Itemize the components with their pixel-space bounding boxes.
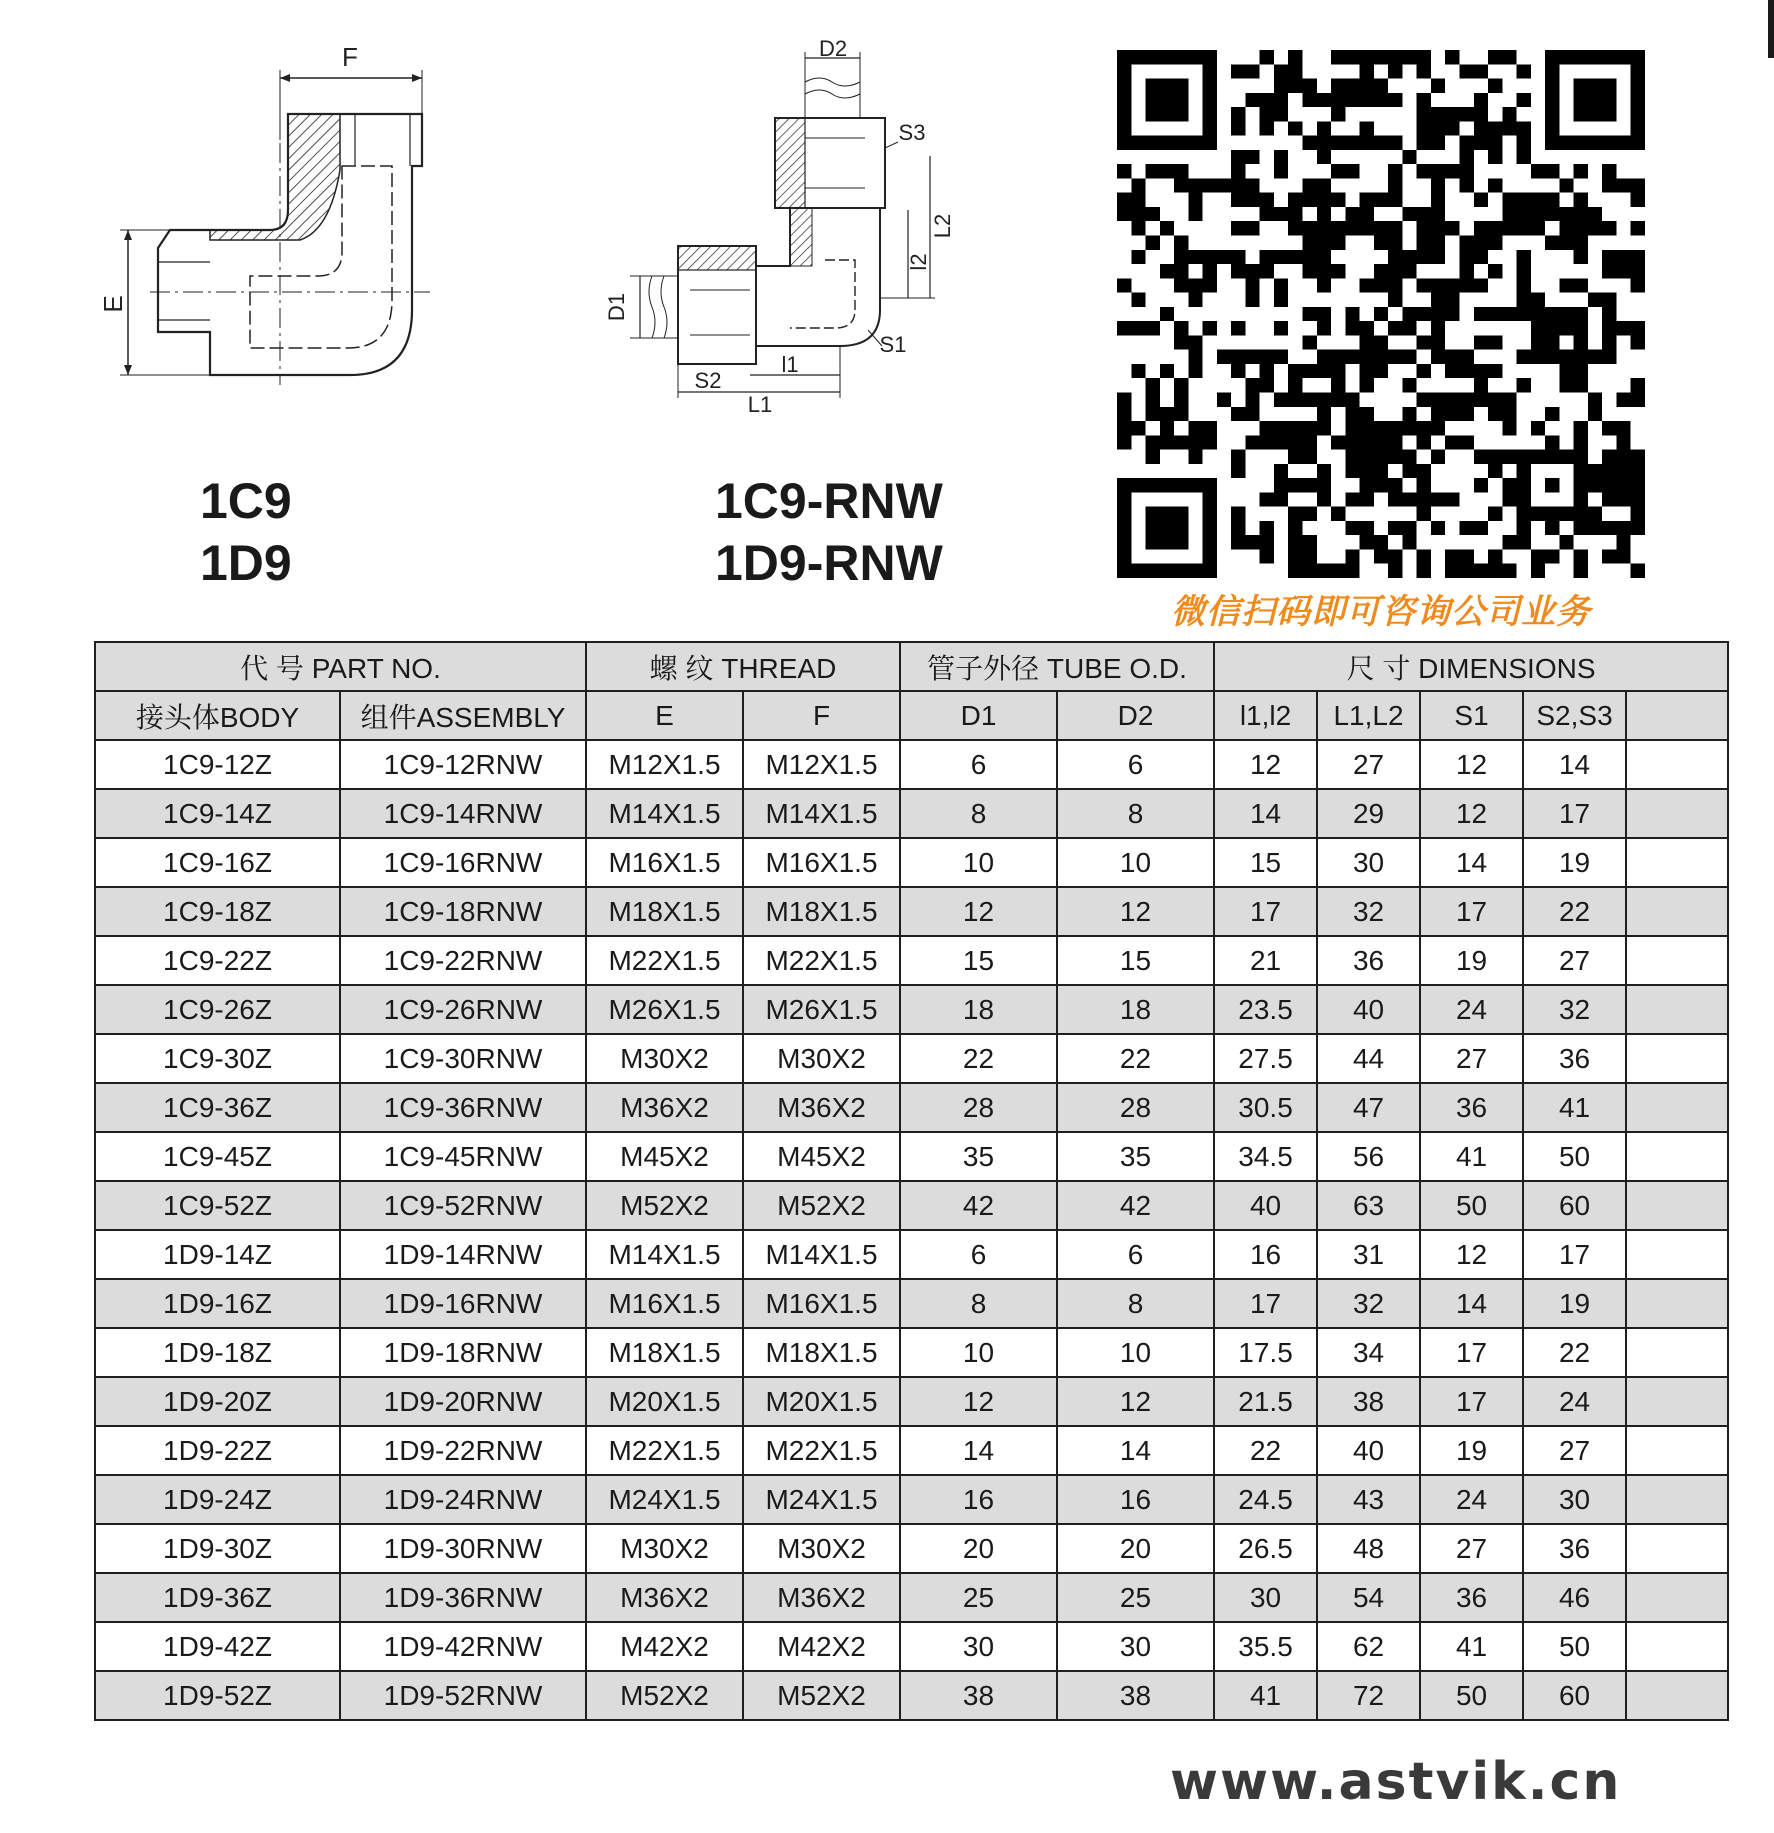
col-header-d2: D2 [1057,691,1214,740]
dim-d1-label: D1 [604,292,629,322]
cell-l1-l2: 36 [1317,936,1420,985]
cell-assembly: 1C9-36RNW [340,1083,586,1132]
cell-d2: 10 [1057,1328,1214,1377]
table-row [95,1475,1728,1524]
table-row [95,1328,1728,1377]
cell-l1-l2-small: 41 [1214,1671,1317,1720]
table-row [95,1524,1728,1573]
col-header-s1: S1 [1420,691,1523,740]
cell-l1-l2-small: 30.5 [1214,1083,1317,1132]
qr-caption: 微信扫码即可咨询公司业务 [1171,592,1591,632]
cell-l1-l2-small: 17 [1214,1279,1317,1328]
cell-thread-f: M30X2 [743,1524,900,1573]
cell-s1: 19 [1420,1426,1523,1475]
cell-l1-l2: 62 [1317,1622,1420,1671]
cell-thread-e: M18X1.5 [586,1328,743,1377]
cell-s2-s3: 30 [1523,1475,1626,1524]
cell-assembly: 1C9-18RNW [340,887,586,936]
cell-d2: 6 [1057,1230,1214,1279]
cell-s2-s3: 60 [1523,1671,1626,1720]
cell-body: 1C9-22Z [95,936,340,985]
cell-s2-s3: 19 [1523,1279,1626,1328]
cell-d2: 10 [1057,838,1214,887]
col-header-d1: D1 [900,691,1057,740]
cell-thread-e: M14X1.5 [586,789,743,838]
dim-s3-label: S3 [898,120,926,145]
cell-thread-f: M20X1.5 [743,1377,900,1426]
header-tube-od: 管子外径 TUBE O.D. [900,642,1214,691]
cell-body: 1D9-18Z [95,1328,340,1377]
group-header-row [95,642,1728,691]
cell-s2-s3: 17 [1523,1230,1626,1279]
cell-blank [1626,985,1728,1034]
qr-code [1117,50,1645,578]
cell-d1: 12 [900,1377,1057,1426]
cell-d2: 15 [1057,936,1214,985]
table-body [95,740,1728,1720]
cell-thread-f: M18X1.5 [743,1328,900,1377]
table-row [95,1279,1728,1328]
cell-l1-l2-small: 30 [1214,1573,1317,1622]
cell-l1-l2: 63 [1317,1181,1420,1230]
cell-d1: 8 [900,789,1057,838]
cell-blank [1626,936,1728,985]
cell-thread-f: M22X1.5 [743,1426,900,1475]
dim-e-label: E [98,295,128,313]
cell-assembly: 1D9-30RNW [340,1524,586,1573]
cell-assembly: 1D9-42RNW [340,1622,586,1671]
cell-blank [1626,1279,1728,1328]
cell-l1-l2-small: 17 [1214,887,1317,936]
cell-l1-l2-small: 22 [1214,1426,1317,1475]
cell-l1-l2: 31 [1317,1230,1420,1279]
cell-s1: 36 [1420,1083,1523,1132]
cell-d1: 35 [900,1132,1057,1181]
cell-body: 1C9-36Z [95,1083,340,1132]
cell-s1: 41 [1420,1622,1523,1671]
cell-d2: 8 [1057,1279,1214,1328]
dim-s1-label: S1 [879,332,907,357]
cell-assembly: 1C9-16RNW [340,838,586,887]
cell-s2-s3: 27 [1523,1426,1626,1475]
cell-assembly: 1D9-36RNW [340,1573,586,1622]
col-header-f: F [743,691,900,740]
cell-l1-l2: 32 [1317,1279,1420,1328]
cell-thread-e: M12X1.5 [586,740,743,789]
model-label-right: 1C9-RNW 1D9-RNW [715,473,943,591]
cell-s2-s3: 46 [1523,1573,1626,1622]
cell-assembly: 1D9-22RNW [340,1426,586,1475]
cell-d2: 8 [1057,789,1214,838]
cell-thread-f: M52X2 [743,1181,900,1230]
cell-thread-f: M16X1.5 [743,838,900,887]
cell-assembly: 1D9-18RNW [340,1328,586,1377]
cell-s1: 12 [1420,740,1523,789]
cell-d2: 6 [1057,740,1214,789]
cell-d1: 16 [900,1475,1057,1524]
cell-l1-l2-small: 16 [1214,1230,1317,1279]
col-header-l1-l2-small: l1,l2 [1214,691,1317,740]
cell-blank [1626,789,1728,838]
cell-s2-s3: 24 [1523,1377,1626,1426]
cell-l1-l2-small: 12 [1214,740,1317,789]
col-header-assembly: 组件ASSEMBLY [340,691,586,740]
cell-body: 1C9-30Z [95,1034,340,1083]
cell-blank [1626,1034,1728,1083]
cell-d1: 8 [900,1279,1057,1328]
cell-l1-l2: 32 [1317,887,1420,936]
cell-thread-f: M45X2 [743,1132,900,1181]
cell-body: 1C9-45Z [95,1132,340,1181]
col-header-blank [1626,691,1728,740]
cell-l1-l2: 40 [1317,1426,1420,1475]
cell-d2: 42 [1057,1181,1214,1230]
cell-s1: 36 [1420,1573,1523,1622]
cell-blank [1626,1083,1728,1132]
elbow-assembly-drawing-right [590,30,980,417]
cell-s1: 12 [1420,789,1523,838]
col-header-e: E [586,691,743,740]
cell-l1-l2-small: 40 [1214,1181,1317,1230]
cell-d1: 10 [900,1328,1057,1377]
cell-s1: 17 [1420,1377,1523,1426]
cell-body: 1C9-16Z [95,838,340,887]
cell-thread-f: M52X2 [743,1671,900,1720]
table-row [95,1083,1728,1132]
table-row [95,1181,1728,1230]
cell-d2: 12 [1057,1377,1214,1426]
cell-l1-l2-small: 27.5 [1214,1034,1317,1083]
table-row [95,1671,1728,1720]
cell-d2: 38 [1057,1671,1214,1720]
cell-s1: 17 [1420,1328,1523,1377]
cell-blank [1626,1622,1728,1671]
cell-l1-l2: 48 [1317,1524,1420,1573]
cell-assembly: 1D9-52RNW [340,1671,586,1720]
cell-body: 1D9-22Z [95,1426,340,1475]
cell-d1: 12 [900,887,1057,936]
cell-l1-l2: 29 [1317,789,1420,838]
cell-blank [1626,887,1728,936]
cell-l1-l2-small: 23.5 [1214,985,1317,1034]
cell-thread-e: M16X1.5 [586,838,743,887]
cell-s1: 50 [1420,1181,1523,1230]
cell-d1: 6 [900,1230,1057,1279]
cell-assembly: 1D9-14RNW [340,1230,586,1279]
cell-body: 1D9-30Z [95,1524,340,1573]
cell-l1-l2-small: 17.5 [1214,1328,1317,1377]
cell-thread-e: M30X2 [586,1034,743,1083]
dim-d2-label: D2 [818,36,848,61]
cell-body: 1C9-14Z [95,789,340,838]
cell-s2-s3: 50 [1523,1132,1626,1181]
cell-blank [1626,740,1728,789]
cell-blank [1626,1524,1728,1573]
cell-s1: 19 [1420,936,1523,985]
table-row [95,1132,1728,1181]
cell-d1: 18 [900,985,1057,1034]
col-header-body: 接头体BODY [95,691,340,740]
cell-d2: 12 [1057,887,1214,936]
cell-s2-s3: 60 [1523,1181,1626,1230]
cell-l1-l2-small: 15 [1214,838,1317,887]
cell-body: 1D9-42Z [95,1622,340,1671]
table-row [95,887,1728,936]
cell-thread-f: M36X2 [743,1573,900,1622]
cell-thread-f: M26X1.5 [743,985,900,1034]
cell-blank [1626,1671,1728,1720]
cell-d2: 18 [1057,985,1214,1034]
cell-assembly: 1C9-30RNW [340,1034,586,1083]
cell-thread-e: M26X1.5 [586,985,743,1034]
cell-blank [1626,1181,1728,1230]
cell-assembly: 1C9-22RNW [340,936,586,985]
cell-body: 1D9-24Z [95,1475,340,1524]
cell-assembly: 1D9-20RNW [340,1377,586,1426]
cell-body: 1D9-14Z [95,1230,340,1279]
cell-s1: 41 [1420,1132,1523,1181]
cell-blank [1626,1132,1728,1181]
website-url: www.astvik.cn [1170,1752,1622,1812]
cell-l1-l2-small: 34.5 [1214,1132,1317,1181]
table-row [95,1034,1728,1083]
cell-l1-l2: 40 [1317,985,1420,1034]
cell-thread-f: M12X1.5 [743,740,900,789]
cell-thread-e: M36X2 [586,1573,743,1622]
cell-s1: 27 [1420,1524,1523,1573]
table-row [95,936,1728,985]
cell-assembly: 1C9-45RNW [340,1132,586,1181]
cell-d2: 20 [1057,1524,1214,1573]
elbow-fitting-drawing-left [100,30,460,400]
cell-thread-e: M22X1.5 [586,936,743,985]
cell-thread-f: M22X1.5 [743,936,900,985]
cell-l1-l2: 27 [1317,740,1420,789]
header-dimensions: 尺 寸 DIMENSIONS [1214,642,1728,691]
table-row [95,1573,1728,1622]
dim-l1-label: L1 [747,392,773,417]
cell-thread-f: M14X1.5 [743,789,900,838]
cell-d1: 28 [900,1083,1057,1132]
cell-d1: 14 [900,1426,1057,1475]
cell-thread-f: M14X1.5 [743,1230,900,1279]
cell-blank [1626,1475,1728,1524]
cell-s2-s3: 50 [1523,1622,1626,1671]
cell-blank [1626,1426,1728,1475]
cell-s2-s3: 17 [1523,789,1626,838]
cell-s2-s3: 36 [1523,1524,1626,1573]
table-row [95,985,1728,1034]
cell-l1-l2: 34 [1317,1328,1420,1377]
table-row [95,1377,1728,1426]
dim-f-label: F [342,42,358,72]
col-header-s2-s3: S2,S3 [1523,691,1626,740]
cell-d2: 22 [1057,1034,1214,1083]
cell-body: 1D9-20Z [95,1377,340,1426]
cell-d2: 14 [1057,1426,1214,1475]
table-row [95,838,1728,887]
cell-d1: 25 [900,1573,1057,1622]
table-row [95,1622,1728,1671]
cell-thread-f: M18X1.5 [743,887,900,936]
cell-l1-l2: 43 [1317,1475,1420,1524]
cell-l1-l2: 54 [1317,1573,1420,1622]
cell-assembly: 1D9-24RNW [340,1475,586,1524]
cell-s1: 17 [1420,887,1523,936]
cell-blank [1626,1377,1728,1426]
cell-d1: 10 [900,838,1057,887]
cell-s2-s3: 22 [1523,887,1626,936]
cell-body: 1C9-52Z [95,1181,340,1230]
cell-thread-e: M52X2 [586,1671,743,1720]
cell-l1-l2: 44 [1317,1034,1420,1083]
cell-assembly: 1C9-12RNW [340,740,586,789]
cell-d2: 35 [1057,1132,1214,1181]
cell-body: 1C9-12Z [95,740,340,789]
dim-l1-small-label: l1 [781,352,799,377]
cell-l1-l2-small: 14 [1214,789,1317,838]
cell-thread-e: M52X2 [586,1181,743,1230]
edge-mark [1768,0,1774,58]
cell-s2-s3: 19 [1523,838,1626,887]
cell-body: 1D9-16Z [95,1279,340,1328]
cell-s1: 14 [1420,1279,1523,1328]
cell-l1-l2: 38 [1317,1377,1420,1426]
cell-l1-l2-small: 21.5 [1214,1377,1317,1426]
cell-thread-e: M36X2 [586,1083,743,1132]
cell-s2-s3: 32 [1523,985,1626,1034]
cell-thread-e: M30X2 [586,1524,743,1573]
cell-l1-l2-small: 21 [1214,936,1317,985]
cell-thread-f: M42X2 [743,1622,900,1671]
cell-d2: 16 [1057,1475,1214,1524]
cell-l1-l2-small: 26.5 [1214,1524,1317,1573]
cell-assembly: 1C9-14RNW [340,789,586,838]
cell-blank [1626,838,1728,887]
cell-body: 1D9-36Z [95,1573,340,1622]
cell-thread-e: M20X1.5 [586,1377,743,1426]
cell-body: 1C9-26Z [95,985,340,1034]
table-row [95,1230,1728,1279]
model-label-left: 1C9 1D9 [200,473,292,591]
cell-l1-l2-small: 35.5 [1214,1622,1317,1671]
cell-s2-s3: 14 [1523,740,1626,789]
cell-d2: 25 [1057,1573,1214,1622]
dim-l2-small-label: l2 [906,253,931,271]
cell-l1-l2: 47 [1317,1083,1420,1132]
cell-l1-l2: 56 [1317,1132,1420,1181]
cell-d1: 6 [900,740,1057,789]
cell-thread-e: M24X1.5 [586,1475,743,1524]
table-row [95,1426,1728,1475]
cell-s2-s3: 27 [1523,936,1626,985]
cell-l1-l2: 72 [1317,1671,1420,1720]
cell-d1: 30 [900,1622,1057,1671]
cell-blank [1626,1573,1728,1622]
col-header-l1-l2: L1,L2 [1317,691,1420,740]
cell-d1: 38 [900,1671,1057,1720]
header-thread: 螺 纹 THREAD [586,642,900,691]
cell-l1-l2-small: 24.5 [1214,1475,1317,1524]
cell-s1: 24 [1420,985,1523,1034]
cell-thread-f: M36X2 [743,1083,900,1132]
cell-blank [1626,1230,1728,1279]
cell-d1: 22 [900,1034,1057,1083]
cell-s2-s3: 22 [1523,1328,1626,1377]
cell-d1: 42 [900,1181,1057,1230]
column-header-row [95,691,1728,740]
cell-thread-f: M16X1.5 [743,1279,900,1328]
cell-body: 1C9-18Z [95,887,340,936]
cell-body: 1D9-52Z [95,1671,340,1720]
cell-assembly: 1C9-26RNW [340,985,586,1034]
table-row [95,740,1728,789]
cell-l1-l2: 30 [1317,838,1420,887]
table-row [95,789,1728,838]
cell-s1: 50 [1420,1671,1523,1720]
cell-thread-e: M18X1.5 [586,887,743,936]
dim-l2-label: L2 [930,213,955,239]
dimensions-table [94,641,1729,1721]
cell-thread-e: M45X2 [586,1132,743,1181]
cell-s1: 24 [1420,1475,1523,1524]
cell-d1: 20 [900,1524,1057,1573]
cell-thread-e: M22X1.5 [586,1426,743,1475]
cell-d2: 30 [1057,1622,1214,1671]
cell-thread-f: M24X1.5 [743,1475,900,1524]
header-part-no: 代 号 PART NO. [95,642,586,691]
cell-thread-e: M42X2 [586,1622,743,1671]
cell-blank [1626,1328,1728,1377]
cell-assembly: 1C9-52RNW [340,1181,586,1230]
dim-s2-label: S2 [694,368,722,393]
cell-s2-s3: 41 [1523,1083,1626,1132]
cell-thread-f: M30X2 [743,1034,900,1083]
cell-assembly: 1D9-16RNW [340,1279,586,1328]
cell-thread-e: M14X1.5 [586,1230,743,1279]
cell-s1: 27 [1420,1034,1523,1083]
cell-thread-e: M16X1.5 [586,1279,743,1328]
cell-s1: 12 [1420,1230,1523,1279]
cell-d2: 28 [1057,1083,1214,1132]
cell-s1: 14 [1420,838,1523,887]
cell-d1: 15 [900,936,1057,985]
cell-s2-s3: 36 [1523,1034,1626,1083]
